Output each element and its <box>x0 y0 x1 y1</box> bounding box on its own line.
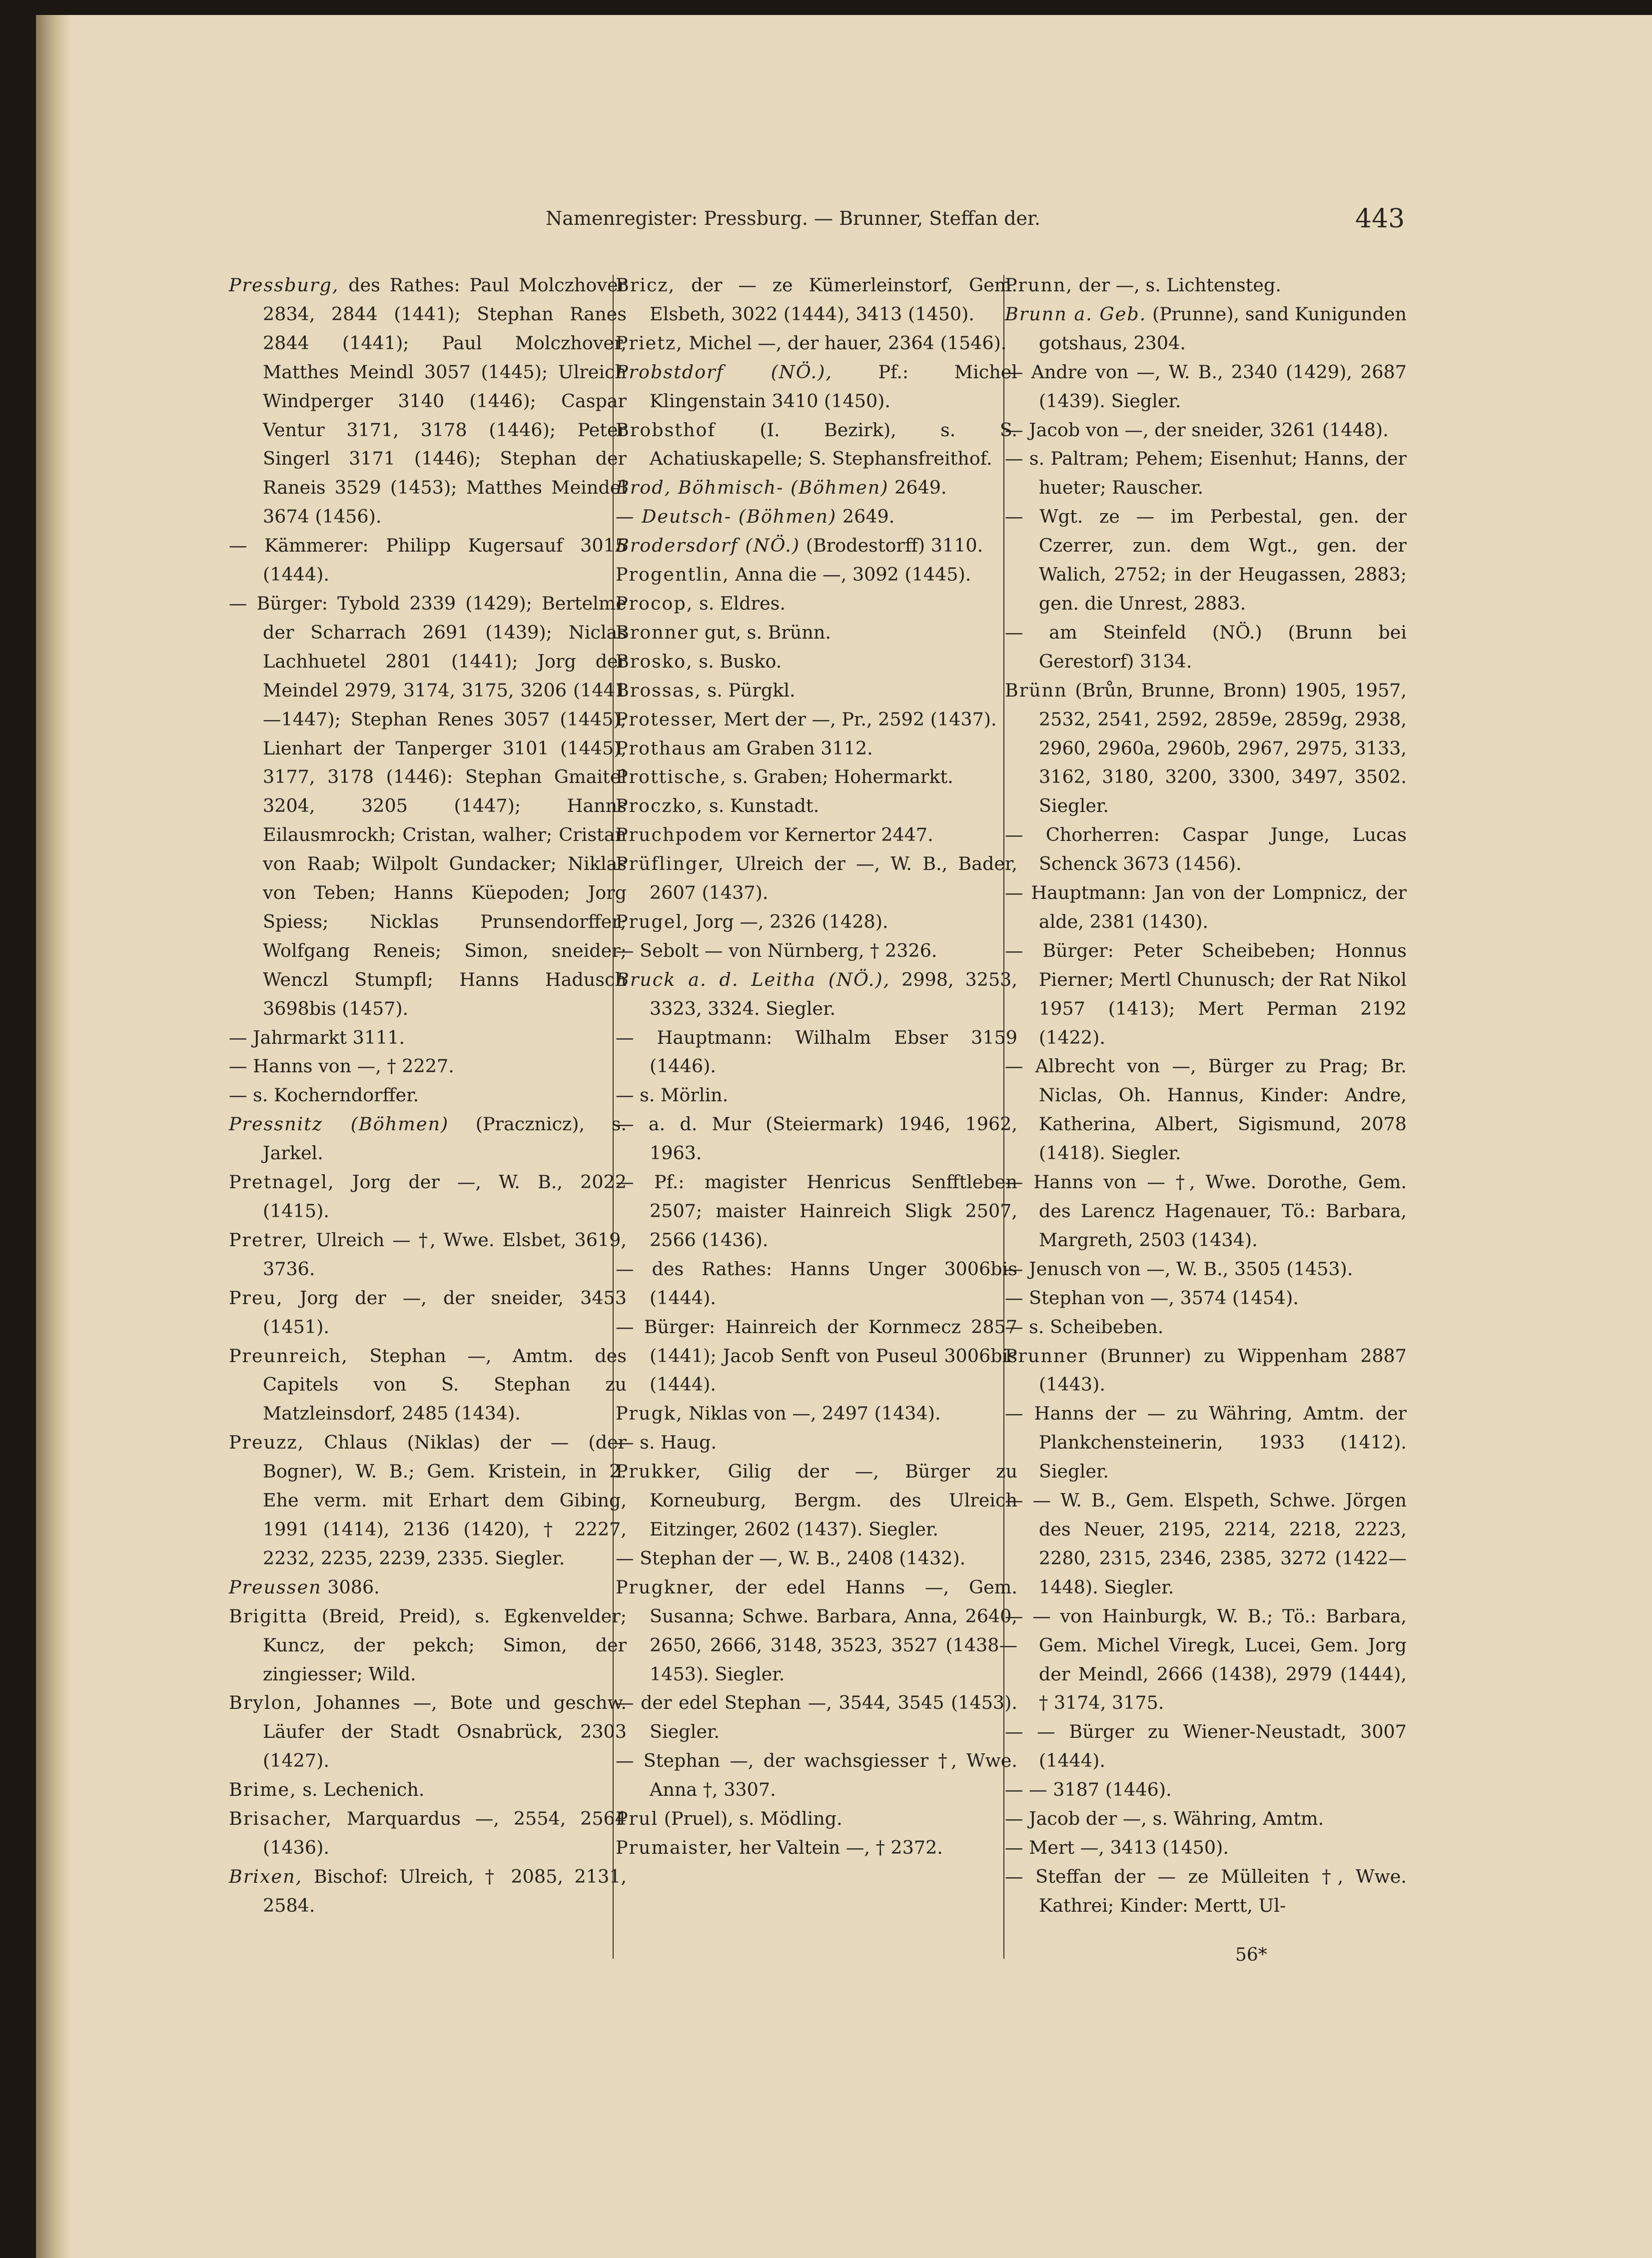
entry-headword: Brixen, <box>229 1865 303 1887</box>
entry-text: — Stephan —, der wachsgiesser †, Wwe. Anna †, 3307. <box>616 1750 1017 1801</box>
entry-text: Ulreich — †, Wwe. Elsbet, 3619, 3736. <box>263 1229 627 1280</box>
index-entry <box>616 676 1017 705</box>
entry-text: — Chorherren: Caspar Junge, Lucas Schenck 3673 (1456). <box>1005 824 1407 875</box>
entry-text: — Andre von —, W. B., 2340 (1429), 2687 (1439). Siegler. <box>1005 361 1407 412</box>
entry-headword: Preuzz, <box>229 1432 305 1454</box>
entry-headword: Prottische, <box>616 766 727 788</box>
entry-text: gut, s. Brünn. <box>699 621 831 643</box>
entry-text: s. Eldres. <box>693 592 786 614</box>
entry-text: (Pracznicz), s. Jarkel. <box>263 1113 627 1164</box>
entry-headword: Prüflinger, <box>616 853 725 875</box>
entry-text: — Bürger: Peter Scheibeben; Honnus Pierner; Mertl Chunusch; der Rat Nikol 1957 (1413); Mert Perman 2192 (1422). <box>1005 939 1407 1048</box>
entry-text: vor Kernertor 2447. <box>743 824 933 846</box>
entry-headword: Preussen <box>229 1576 322 1598</box>
index-entry <box>1005 1168 1407 1255</box>
entry-text: 2998, 3253, 3323, 3324. Siegler. <box>650 968 1017 1019</box>
index-entry <box>616 734 1017 763</box>
entry-text: (Pruel), s. Mödling. <box>658 1808 842 1830</box>
entry-headword: Brime, <box>229 1779 297 1801</box>
entry-text: — Bürger: Tybold 2339 (1429); Bertelme der Scharrach 2691 (1439); Niclas Lachhuetel 2801 (1441); Jorg der Meindel 2979, 3174, 3175, 3206 (1441—1447); Stephan Renes 3057 (1445); Lienhart der Tanperger 3101 (1445), 3177, 3178 (1446): Stephan Gmaitel 3204, 3205 (1447); Hanns Eilausmrockh; Cristan, walher; Cristan von Raab; Wilpolt Gundacker; Niklas von Teben; Hanns Küepoden; Jorg Spiess; Nicklas Prunsendorffer; Wolfgang Reneis; Simon, sneider; Wenczl Stumpfl; Hanns Hadusch 3698bis (1457). <box>229 592 627 1019</box>
index-entry <box>1005 300 1407 358</box>
index-entry <box>1005 444 1407 502</box>
entry-headword: Prothaus <box>616 737 707 759</box>
entry-headword: Brunn a. Geb. <box>1005 303 1147 325</box>
entry-headword: Bricz, <box>616 274 676 296</box>
index-entry <box>616 502 1017 531</box>
entry-text: — s. Haug. <box>616 1432 717 1454</box>
index-entry <box>229 1052 627 1081</box>
index-entry <box>1005 271 1407 300</box>
index-column-3 <box>1005 271 1407 1920</box>
entry-text: der — ze Kümerleinstorf, Gem. Elsbeth, 3022 (1444), 3413 (1450). <box>650 274 1017 325</box>
entry-text: — des Rathes: Hanns Unger 3006bis (1444). <box>616 1258 1017 1309</box>
entry-headword: Prumaister, <box>616 1836 734 1858</box>
index-entry <box>229 531 627 589</box>
entry-text: — Jacob von —, der sneider, 3261 (1448). <box>1005 419 1389 441</box>
entry-text: der —, s. Lichtensteg. <box>1073 274 1282 296</box>
index-entry <box>229 1284 627 1342</box>
index-entry <box>616 1110 1017 1168</box>
entry-text: — am Steinfeld (NÖ.) (Brunn bei Gerestorf) 3134. <box>1005 621 1407 672</box>
entry-headword: Brod, Böhmisch- (Böhmen) <box>616 477 889 499</box>
index-entry <box>229 1804 627 1862</box>
index-entry <box>1005 1775 1407 1804</box>
entry-text: — Kämmerer: Philipp Kugersauf 3015 (1444). <box>229 535 627 586</box>
entry-headword: Pretrer, <box>229 1229 308 1251</box>
entry-headword: Pressnitz (Böhmen) <box>229 1113 449 1135</box>
entry-text: (Brodestorff) 3110. <box>800 535 983 557</box>
index-entry <box>1005 502 1407 618</box>
entry-text: Johannes —, Bote und geschw. Läufer der Stadt Osnabrück, 2303 (1427). <box>263 1692 627 1772</box>
index-entry <box>1005 1342 1407 1400</box>
entry-text: — s. Mörlin. <box>616 1084 729 1106</box>
entry-text: (Breid, Preid), s. Egkenvelder; Kuncz, der pekch; Simon, der zingiesser; Wild. <box>263 1605 627 1685</box>
page-gutter <box>36 15 71 2258</box>
entry-headword: Brossas, <box>616 679 702 701</box>
entry-text: Jorg der —, der sneider, 3453 (1451). <box>263 1287 627 1338</box>
entry-text: 2649. <box>836 506 895 528</box>
entry-text: — — W. B., Gem. Elspeth, Schwe. Jörgen des Neuer, 2195, 2214, 2218, 2223, 2280, 2315, 2346, 2385, 3272 (1422—1448). Siegler. <box>1005 1490 1407 1598</box>
entry-text: — Pf.: magister Henricus Senfftleben 2507; maister Hainreich Sligk 2507, 2566 (1436). <box>616 1171 1017 1251</box>
index-entry <box>616 618 1017 647</box>
index-column-1 <box>229 271 627 1920</box>
index-entry <box>616 1313 1017 1400</box>
index-entry <box>616 791 1017 820</box>
index-entry <box>616 589 1017 618</box>
index-column-2 <box>616 271 1017 1862</box>
index-entry <box>229 589 627 1023</box>
index-entry <box>616 907 1017 936</box>
index-entry <box>229 1775 627 1804</box>
entry-text: Ulreich der —, W. B., Bader, 2607 (1437). <box>650 853 1017 904</box>
index-entry <box>616 531 1017 560</box>
index-entry <box>616 1573 1017 1689</box>
entry-text: — Hauptmann: Jan von der Lompnicz, der alde, 2381 (1430). <box>1005 882 1407 932</box>
entry-text: — Stephan der —, W. B., 2408 (1432). <box>616 1547 966 1569</box>
entry-text: Marquardus —, 2554, 2564 (1436). <box>263 1808 627 1858</box>
entry-text: 3086. <box>321 1576 380 1598</box>
entry-text: Jorg der —, W. B., 2022 (1415). <box>263 1171 627 1222</box>
entry-text: — a. d. Mur (Steiermark) 1946, 1962, 1963. <box>616 1113 1017 1164</box>
entry-headword: Prugkner, <box>616 1576 716 1598</box>
index-entry <box>616 820 1017 849</box>
entry-headword: Prugk, <box>616 1403 683 1425</box>
entry-text: — Jacob der —, s. Währing, Amtm. <box>1005 1808 1324 1830</box>
index-entry <box>229 1110 627 1168</box>
index-entry <box>1005 1717 1407 1775</box>
entry-text: — — 3187 (1446). <box>1005 1779 1172 1801</box>
index-entry <box>1005 820 1407 878</box>
index-entry <box>616 1023 1017 1081</box>
entry-headword: Pressburg, <box>229 274 339 296</box>
index-entry <box>616 271 1017 329</box>
index-entry <box>616 1255 1017 1313</box>
entry-headword: Procop, <box>616 592 694 614</box>
entry-text: Pf.: Michel Klingenstain 3410 (1450). <box>650 361 1017 412</box>
entry-headword: Pruchpodem <box>616 824 743 846</box>
entry-text: (Brůn, Brunne, Bronn) 1905, 1957, 2532, 2541, 2592, 2859e, 2859g, 2938, 2960, 2960a, 2960b, 2967, 2975, 3133, 3162, 3180, 3200, 3300, 3497, 3502. Siegler. <box>1039 679 1407 817</box>
entry-text: — s. Paltram; Pehem; Eisenhut; Hanns, der hueter; Rauscher. <box>1005 448 1407 499</box>
index-entry <box>616 849 1017 907</box>
index-entry <box>616 1457 1017 1544</box>
index-entry <box>616 560 1017 589</box>
entry-text: der edel Hanns —, Gem. Susanna; Schwe. Barbara, Anna, 2640, 2650, 2666, 3148, 3523, 3527 (1438—1453). Siegler. <box>650 1576 1017 1685</box>
entry-text: Bischof: Ulreich, † 2085, 2131, 2584. <box>263 1865 627 1916</box>
signature-mark: 56* <box>1235 1945 1267 1965</box>
index-entry <box>616 1833 1017 1862</box>
index-entry <box>616 1688 1017 1746</box>
entry-text: (I. Bezirk), s. S. Achatiuskapelle; S. Stephansfreithof. <box>650 419 1017 470</box>
entry-text: — Hanns von —, † 2227. <box>229 1055 454 1077</box>
index-entry <box>616 358 1017 416</box>
entry-text: — Steffan der — ze Mülleiten †, Wwe. Kathrei; Kinder: Mertt, Ul- <box>1005 1865 1407 1916</box>
entry-headword: — Deutsch- (Böhmen) <box>616 506 837 528</box>
index-entry <box>229 1428 627 1573</box>
entry-text: s. Pürgkl. <box>701 679 796 701</box>
entry-text: — Stephan von —, 3574 (1454). <box>1005 1287 1299 1309</box>
index-entry <box>616 1399 1017 1428</box>
index-entry <box>616 762 1017 791</box>
index-entry <box>1005 936 1407 1052</box>
entry-text: — Hanns der — zu Währing, Amtm. der Plankchensteinerin, 1933 (1412). Siegler. <box>1005 1403 1407 1483</box>
entry-text: (Brunner) zu Wippenham 2887 (1443). <box>1039 1345 1407 1396</box>
entry-headword: Prunner <box>1005 1345 1088 1367</box>
entry-text: Mert der —, Pr., 2592 (1437). <box>718 708 997 730</box>
entry-text: s. Busko. <box>693 650 782 672</box>
entry-text: am Graben 3112. <box>707 737 873 759</box>
book-page <box>36 15 1652 2258</box>
entry-text: Stephan —, Amtm. des Capitels von S. Stephan zu Matzleinsdorf, 2485 (1434). <box>263 1345 627 1425</box>
entry-text: — — von Hainburgk, W. B.; Tö.: Barbara, Gem. Michel Viregk, Lucei, Gem. Jorg der Meindl, 2666 (1438), 2979 (1444), † 3174, 3175. <box>1005 1605 1407 1714</box>
index-entry <box>1005 1862 1407 1920</box>
entry-headword: Preu, <box>229 1287 283 1309</box>
entry-headword: Prugel, <box>616 910 690 932</box>
entry-text: Chlaus (Niklas) der — (der Bogner), W. B.; Gem. Kristein, in 2. Ehe verm. mit Erhart dem Gibing, 1991 (1414), 2136 (1420), † 2227, 2232, 2235, 2239, 2335. Siegler. <box>263 1432 627 1569</box>
index-entry <box>616 1804 1017 1833</box>
entry-headword: Prietz, <box>616 332 683 354</box>
index-entry <box>229 1023 627 1052</box>
entry-text: — Hauptmann: Wilhalm Ebser 3159 (1446). <box>616 1026 1017 1077</box>
index-entry <box>1005 1052 1407 1168</box>
entry-text: Jorg —, 2326 (1428). <box>689 910 888 932</box>
index-entry <box>1005 676 1407 821</box>
entry-text: — Sebolt — von Nürnberg, † 2326. <box>616 939 937 961</box>
index-entry <box>1005 1255 1407 1284</box>
index-entry <box>229 271 627 531</box>
index-entry <box>229 1688 627 1775</box>
entry-text: Anna die —, 3092 (1445). <box>729 564 971 586</box>
index-entry <box>616 705 1017 734</box>
entry-headword: Brosko, <box>616 650 693 672</box>
entry-text: — s. Kocherndorffer. <box>229 1084 419 1106</box>
index-entry <box>1005 416 1407 445</box>
entry-headword: Prul <box>616 1808 659 1830</box>
index-entry <box>1005 358 1407 416</box>
index-entry <box>1005 1833 1407 1862</box>
entry-headword: Proczko, <box>616 795 704 817</box>
entry-text: — Jenusch von —, W. B., 3505 (1453). <box>1005 1258 1353 1280</box>
entry-text: Gilig der —, Bürger zu Korneuburg, Bergm. des Ulreich Eitzinger, 2602 (1437). Siegler. <box>650 1461 1017 1540</box>
entry-headword: Bronner <box>616 621 699 643</box>
entry-text: — der edel Stephan —, 3544, 3545 (1453). Siegler. <box>616 1692 1017 1743</box>
entry-text: — Jahrmarkt 3111. <box>229 1026 405 1048</box>
index-entry <box>1005 878 1407 936</box>
index-entry <box>229 1602 627 1689</box>
entry-headword: Brünn <box>1005 679 1067 701</box>
entry-headword: Brodersdorf (NÖ.) <box>616 535 801 557</box>
entry-headword: Brisacher, <box>229 1808 333 1830</box>
index-entry <box>229 1226 627 1284</box>
entry-headword: Bruck a. d. Leitha (NÖ.), <box>616 968 890 990</box>
index-entry <box>616 1544 1017 1573</box>
index-entry <box>616 416 1017 474</box>
index-entry <box>616 1081 1017 1110</box>
entry-text: — Bürger: Hainreich der Kornmecz 2857 (1441); Jacob Senft von Puseul 3006bis (1444). <box>616 1316 1017 1396</box>
index-entry <box>1005 1284 1407 1313</box>
index-entry <box>229 1342 627 1429</box>
entry-headword: Brigitta <box>229 1605 308 1627</box>
entry-headword: Preunreich, <box>229 1345 348 1367</box>
entry-headword: Prukker, <box>616 1461 702 1483</box>
entry-text: s. Lechenich. <box>296 1779 425 1801</box>
index-entry <box>1005 1399 1407 1486</box>
entry-headword: Probstdorf (NÖ.), <box>616 361 832 383</box>
index-entry <box>616 1168 1017 1255</box>
entry-text: Michel —, der hauer, 2364 (1546). <box>683 332 1007 354</box>
index-entry <box>616 473 1017 502</box>
page-number: 443 <box>1355 204 1405 234</box>
index-entry <box>616 1428 1017 1457</box>
index-entry <box>229 1168 627 1226</box>
running-header: Namenregister: Pressburg. — Brunner, Steffan der. <box>546 207 1041 229</box>
entry-text: — Hanns von — †, Wwe. Dorothe, Gem. des Larencz Hagenauer, Tö.: Barbara, Margreth, 2503 (1434). <box>1005 1171 1407 1251</box>
index-entry <box>616 329 1017 358</box>
index-entry <box>1005 1313 1407 1342</box>
entry-headword: Brobsthof <box>616 419 716 441</box>
entry-headword: Prunn, <box>1005 274 1073 296</box>
entry-text: s. Kunstadt. <box>703 795 820 817</box>
entry-headword: Protesser, <box>616 708 718 730</box>
entry-text: — Mert —, 3413 (1450). <box>1005 1836 1229 1858</box>
index-entry <box>1005 1486 1407 1602</box>
entry-text: — s. Scheibeben. <box>1005 1316 1164 1338</box>
index-entry <box>616 965 1017 1023</box>
entry-text: (Prunne), sand Kunigunden gotshaus, 2304. <box>1039 303 1407 354</box>
index-entry <box>229 1573 627 1602</box>
entry-text: — — Bürger zu Wiener-Neustadt, 3007 (1444). <box>1005 1721 1407 1772</box>
entry-text: s. Graben; Hohermarkt. <box>727 766 953 788</box>
index-entry <box>1005 1804 1407 1833</box>
index-entry <box>229 1862 627 1920</box>
entry-text: des Rathes: Paul Molczhover 2834, 2844 (1441); Stephan Ranes 2844 (1441); Paul Molczhover, Matthes Meindl 3057 (1445); Ulreich Windperger 3140 (1446); Caspar Ventur 3171, 3178 (1446); Peter Singerl 3171 (1446); Stephan der Raneis 3529 (1453); Matthes Meindel 3674 (1456). <box>263 274 627 528</box>
entry-headword: Progentlin, <box>616 564 730 586</box>
index-entry <box>1005 618 1407 676</box>
entry-text: — Wgt. ze — im Perbestal, gen. der Czerrer, zun. dem Wgt., gen. der Walich, 2752; in der Heugassen, 2883; gen. die Unrest, 2883. <box>1005 506 1407 614</box>
entry-headword: Brylon, <box>229 1692 303 1714</box>
entry-headword: Pretnagel, <box>229 1171 335 1193</box>
entry-text: — Albrecht von —, Bürger zu Prag; Br. Niclas, Oh. Hannus, Kinder: Andre, Katherina, Albert, Sigismund, 2078 (1418). Siegler. <box>1005 1055 1407 1164</box>
index-entry <box>616 1746 1017 1804</box>
index-entry <box>616 936 1017 965</box>
entry-text: her Valtein —, † 2372. <box>733 1836 943 1858</box>
index-entry <box>616 647 1017 676</box>
entry-text: 2649. <box>888 477 947 499</box>
index-entry <box>229 1081 627 1110</box>
entry-text: Niklas von —, 2497 (1434). <box>683 1403 941 1425</box>
index-entry <box>1005 1602 1407 1718</box>
